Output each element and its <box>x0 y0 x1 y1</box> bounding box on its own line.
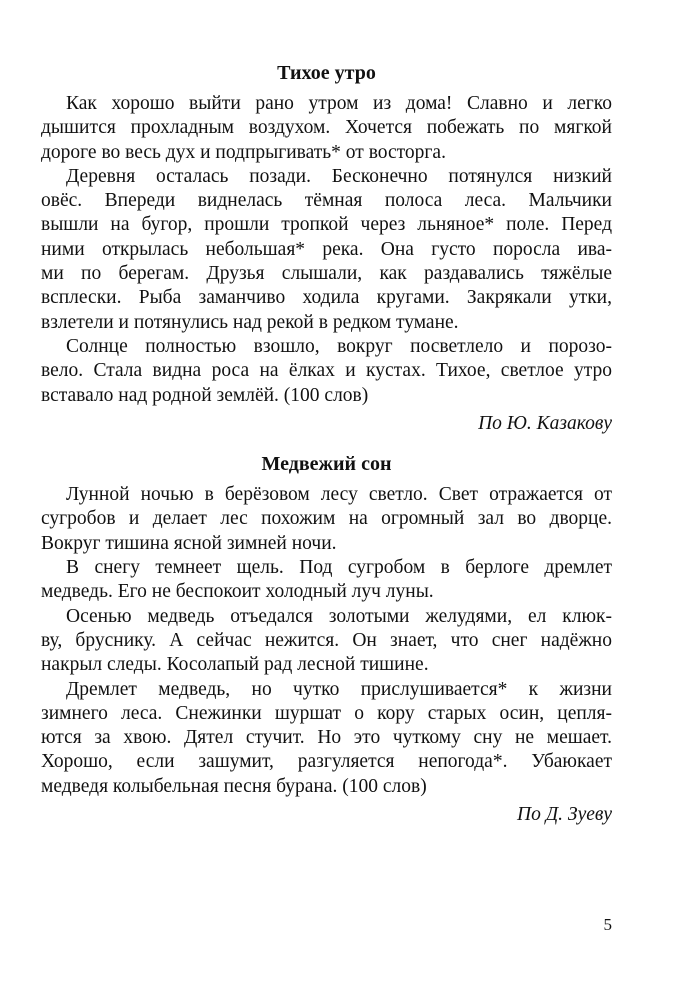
text-line: взлетели и потянулись над рекой в редком тумане. <box>41 311 459 333</box>
section-bear-dream <box>41 451 612 827</box>
text-line: Дремлет медведь, но чутко прислушивается* к жизни <box>66 678 612 700</box>
page-number: 5 <box>603 915 612 934</box>
section-quiet-morning <box>41 60 612 436</box>
section-title: Тихое утро <box>277 62 376 84</box>
text-line: ются за хвою. Дятел стучит. Но это чуткому сну не мешает. <box>41 727 612 749</box>
paragraph <box>41 556 612 605</box>
text-line: вставало над родной землёй. (100 слов) <box>41 384 369 406</box>
text-line: медведь. Его не беспокоит холодный луч луны. <box>41 581 434 603</box>
text-line: Как хорошо выйти рано утром из дома! Славно и легко <box>66 93 612 114</box>
text-line: накрыл следы. Косолапый рад лесной тишине. <box>41 654 429 676</box>
text-line: Хорошо, если зашумит, разгуляется непогода*. Убаюкает <box>41 751 612 773</box>
text-line: Деревня осталась позади. Бесконечно потянулся низкий <box>66 165 612 187</box>
text-line: ними открылась небольшая* река. Она густо поросла ива- <box>41 238 612 260</box>
attribution: По Ю. Казакову <box>478 412 612 434</box>
text-line: овёс. Впереди виднелась тёмная полоса леса. Мальчики <box>41 190 612 212</box>
text-line: ми по берегам. Друзья слышали, как раздавались тяжёлые <box>41 263 612 285</box>
paragraph <box>41 165 612 335</box>
section-title: Медвежий сон <box>261 453 392 476</box>
paragraph <box>41 92 612 165</box>
text-line: Вокруг тишина ясной зимней ночи. <box>41 532 337 554</box>
text-line: зимнего леса. Снежинки шуршат о кору старых осин, цепля- <box>41 702 612 724</box>
text-line: Лунной ночью в берёзовом лесу светло. Свет отражается от <box>66 484 612 506</box>
attribution: По Д. Зуеву <box>517 804 612 826</box>
paragraph <box>41 483 612 556</box>
text-line: медведя колыбельная песня бурана. (100 слов) <box>41 775 427 797</box>
paragraph <box>41 605 612 678</box>
paragraph <box>41 335 612 408</box>
text-line: ву, бруснику. А сейчас нежится. Он знает, что снег надёжно <box>41 629 612 651</box>
text-line: вело. Стала видна роса на ёлках и кустах. Тихое, светлое утро <box>41 360 612 382</box>
text-line: дороге во весь дух и подпрыгивать* от восторга. <box>41 141 446 163</box>
paragraph <box>41 678 612 799</box>
text-line: всплески. Рыба заманчиво ходила кругами. Закрякали утки, <box>41 287 612 309</box>
text-line: сугробов и делает лес похожим на огромный зал во дворце. <box>41 508 612 530</box>
text-line: вышли на бугор, прошли тропкой через льняное* поле. Перед <box>41 214 612 236</box>
text-line: Солнце полностью взошло, вокруг посветлело и порозо- <box>66 335 612 357</box>
text-line: Осенью медведь отъедался золотыми желудями, ел клюк- <box>66 605 612 627</box>
page-content <box>41 60 612 827</box>
text-line: В снегу темнеет щель. Под сугробом в берлоге дремлет <box>66 557 612 579</box>
text-line: дышится прохладным воздухом. Хочется побежать по мягкой <box>41 117 612 139</box>
